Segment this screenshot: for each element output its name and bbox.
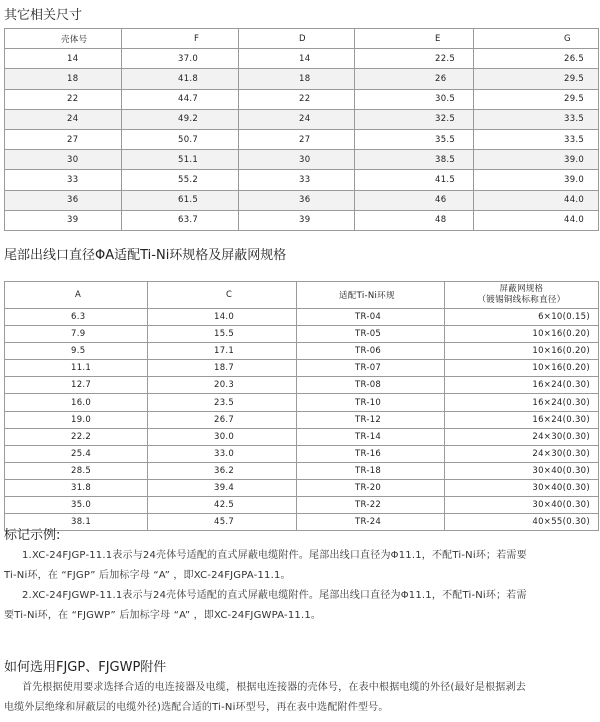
ring-spec-row [5, 411, 599, 428]
dimensions-cell: 33 [5, 170, 122, 190]
dimensions-cell: 18 [5, 69, 122, 89]
ring-spec-cell: 31.8 [5, 479, 148, 496]
dimensions-cell: 38.5 [355, 150, 474, 170]
dimensions-cell: 46 [355, 190, 474, 210]
header-shield-main: 屏蔽网规格 [499, 284, 544, 294]
section-title-dimensions: 其它相关尺寸 [4, 8, 83, 23]
header-shield-sub: （镀锡铜线标称直径） [477, 295, 566, 305]
ring-spec-row [5, 497, 599, 514]
ring-spec-row [5, 479, 599, 496]
ring-spec-cell: 28.5 [5, 462, 148, 479]
ring-spec-cell: 33.0 [148, 445, 297, 462]
header-f: F [122, 29, 239, 49]
dimensions-row [5, 129, 599, 149]
dimensions-cell: 33.5 [474, 109, 599, 129]
ring-spec-cell: 16×24(0.30) [445, 394, 599, 411]
ring-spec-cell: 16×24(0.30) [445, 411, 599, 428]
ring-spec-cell: 15.5 [148, 326, 297, 343]
dimensions-cell: 29.5 [474, 69, 599, 89]
ring-spec-cell: TR-20 [297, 479, 445, 496]
ring-spec-cell: TR-07 [297, 360, 445, 377]
header-shell-no: 壳体号 [5, 29, 122, 49]
ring-spec-cell: 16×24(0.30) [445, 377, 599, 394]
dimensions-row [5, 49, 599, 69]
dimensions-table [4, 28, 599, 231]
ring-spec-table [4, 281, 599, 531]
ring-spec-cell: 10×16(0.20) [445, 343, 599, 360]
ring-spec-cell: 36.2 [148, 462, 297, 479]
ring-spec-cell: TR-22 [297, 497, 445, 514]
ring-spec-cell: 10×16(0.20) [445, 326, 599, 343]
ring-spec-cell: TR-14 [297, 428, 445, 445]
dimensions-cell: 30.5 [355, 89, 474, 109]
dimensions-cell: 44.0 [474, 190, 599, 210]
dimensions-cell: 44.0 [474, 210, 599, 230]
dimensions-cell: 41.8 [122, 69, 239, 89]
dimensions-row [5, 69, 599, 89]
ring-spec-cell: TR-10 [297, 394, 445, 411]
ring-spec-row [5, 428, 599, 445]
dimensions-cell: 37.0 [122, 49, 239, 69]
ring-spec-cell: TR-08 [297, 377, 445, 394]
ring-spec-cell: 10×16(0.20) [445, 360, 599, 377]
ring-spec-header-row [5, 282, 599, 309]
dimensions-cell: 18 [239, 69, 355, 89]
ring-spec-row [5, 343, 599, 360]
ring-spec-cell: TR-12 [297, 411, 445, 428]
dimensions-row [5, 190, 599, 210]
dimensions-cell: 26.5 [474, 49, 599, 69]
dimensions-cell: 30 [5, 150, 122, 170]
ring-spec-cell: TR-05 [297, 326, 445, 343]
ring-spec-cell: 30×40(0.30) [445, 462, 599, 479]
ring-spec-cell: TR-18 [297, 462, 445, 479]
ring-spec-cell: 18.7 [148, 360, 297, 377]
ring-spec-cell: 42.5 [148, 497, 297, 514]
dimensions-cell: 26 [355, 69, 474, 89]
header-d: D [239, 29, 355, 49]
dimensions-cell: 29.5 [474, 89, 599, 109]
dimensions-cell: 55.2 [122, 170, 239, 190]
ring-spec-row [5, 309, 599, 326]
dimensions-row [5, 109, 599, 129]
dimensions-cell: 24 [5, 109, 122, 129]
dimensions-cell: 27 [239, 129, 355, 149]
marking-example-2-line-1: 2.XC-24FJGWP-11.1表示与24壳体号适配的直式屏蔽电缆附件。尾部出线口直径为Φ11.1，不配Ti-Ni环；若需 [22, 590, 527, 601]
dimensions-cell: 51.1 [122, 150, 239, 170]
selection-line-2: 电缆外层绝缘和屏蔽层的电缆外径)选配合适的Ti-Ni环型号，再在表中选配附件型号。 [4, 702, 389, 713]
dimensions-cell: 39.0 [474, 170, 599, 190]
dimensions-cell: 14 [239, 49, 355, 69]
dimensions-cell: 44.7 [122, 89, 239, 109]
ring-spec-cell: 45.7 [148, 514, 297, 531]
dimensions-cell: 49.2 [122, 109, 239, 129]
ring-spec-cell: TR-06 [297, 343, 445, 360]
header-ring: 适配Ti-Ni环规 [297, 282, 445, 309]
ring-spec-cell: 30×40(0.30) [445, 479, 599, 496]
ring-spec-row [5, 514, 599, 531]
dimensions-cell: 61.5 [122, 190, 239, 210]
dimensions-cell: 33 [239, 170, 355, 190]
section-title-ring-spec: 尾部出线口直径ΦA适配Ti-Ni环规格及屏蔽网规格 [4, 248, 287, 263]
dimensions-cell: 22 [5, 89, 122, 109]
ring-spec-cell: TR-24 [297, 514, 445, 531]
ring-spec-cell: 30.0 [148, 428, 297, 445]
ring-spec-cell: 19.0 [5, 411, 148, 428]
header-shield [445, 282, 599, 309]
dimensions-row [5, 170, 599, 190]
ring-spec-cell: 6×10(0.15) [445, 309, 599, 326]
dimensions-cell: 48 [355, 210, 474, 230]
selection-line-1: 首先根据使用要求选择合适的电连接器及电缆，根据电连接器的壳体号，在表中根据电缆的外径(最好是根据剥去 [22, 682, 526, 693]
ring-spec-cell: 40×55(0.30) [445, 514, 599, 531]
section-title-marking: 标记示例: [4, 528, 61, 543]
ring-spec-cell: 20.3 [148, 377, 297, 394]
dimensions-row [5, 150, 599, 170]
ring-spec-cell: 30×40(0.30) [445, 497, 599, 514]
dimensions-cell: 30 [239, 150, 355, 170]
ring-spec-row [5, 394, 599, 411]
dimensions-cell: 14 [5, 49, 122, 69]
dimensions-cell: 35.5 [355, 129, 474, 149]
ring-spec-cell: TR-16 [297, 445, 445, 462]
dimensions-cell: 24 [239, 109, 355, 129]
dimensions-cell: 41.5 [355, 170, 474, 190]
ring-spec-row [5, 462, 599, 479]
dimensions-header-row [5, 29, 599, 49]
ring-spec-cell: 7.9 [5, 326, 148, 343]
marking-example-1-line-1: 1.XC-24FJGP-11.1表示与24壳体号适配的直式屏蔽电缆附件。尾部出线口直径为Φ11.1，不配Ti-Ni环；若需要 [22, 550, 527, 561]
ring-spec-cell: 14.0 [148, 309, 297, 326]
ring-spec-row [5, 377, 599, 394]
ring-spec-cell: TR-04 [297, 309, 445, 326]
ring-spec-cell: 39.4 [148, 479, 297, 496]
dimensions-cell: 50.7 [122, 129, 239, 149]
dimensions-cell: 22 [239, 89, 355, 109]
ring-spec-cell: 26.7 [148, 411, 297, 428]
ring-spec-cell: 12.7 [5, 377, 148, 394]
dimensions-cell: 39 [239, 210, 355, 230]
marking-example-1-line-2: Ti-Ni环，在 “FJGP” 后加标字母 “A” ，即XC-24FJGPA-11.1。 [4, 570, 291, 581]
ring-spec-row [5, 445, 599, 462]
header-c: C [148, 282, 297, 309]
dimensions-cell: 27 [5, 129, 122, 149]
dimensions-cell: 32.5 [355, 109, 474, 129]
dimensions-row [5, 210, 599, 230]
dimensions-cell: 63.7 [122, 210, 239, 230]
dimensions-cell: 36 [239, 190, 355, 210]
dimensions-cell: 36 [5, 190, 122, 210]
dimensions-cell: 22.5 [355, 49, 474, 69]
ring-spec-cell: 24×30(0.30) [445, 428, 599, 445]
ring-spec-cell: 35.0 [5, 497, 148, 514]
ring-spec-cell: 24×30(0.30) [445, 445, 599, 462]
ring-spec-cell: 25.4 [5, 445, 148, 462]
header-g: G [474, 29, 599, 49]
dimensions-cell: 33.5 [474, 129, 599, 149]
dimensions-cell: 39 [5, 210, 122, 230]
marking-example-2-line-2: 要Ti-Ni环，在 “FJGWP” 后加标字母 “A” ，即XC-24FJGWPA-11.1。 [4, 610, 322, 621]
dimensions-row [5, 89, 599, 109]
ring-spec-cell: 11.1 [5, 360, 148, 377]
ring-spec-cell: 6.3 [5, 309, 148, 326]
ring-spec-cell: 22.2 [5, 428, 148, 445]
header-e: E [355, 29, 474, 49]
ring-spec-cell: 9.5 [5, 343, 148, 360]
dimensions-cell: 39.0 [474, 150, 599, 170]
ring-spec-cell: 23.5 [148, 394, 297, 411]
header-a: A [5, 282, 148, 309]
section-title-selection: 如何选用FJGP、FJGWP附件 [4, 660, 167, 675]
ring-spec-cell: 38.1 [5, 514, 148, 531]
ring-spec-cell: 16.0 [5, 394, 148, 411]
ring-spec-row [5, 360, 599, 377]
ring-spec-row [5, 326, 599, 343]
ring-spec-cell: 17.1 [148, 343, 297, 360]
